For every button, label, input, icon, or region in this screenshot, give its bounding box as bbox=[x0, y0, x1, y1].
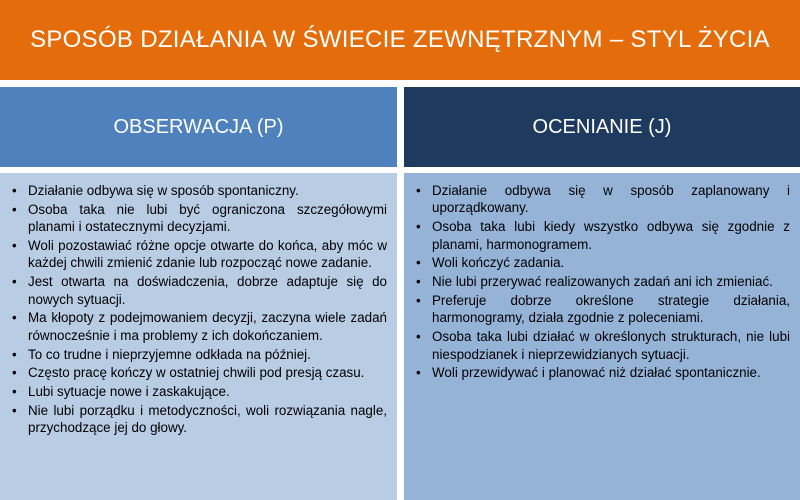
list-item: • Woli pozostawiać różne opcje otwarte do końca, aby móc w każdej chwili zmienić zdanie lub rozpocząć nowe zadanie. bbox=[12, 238, 387, 271]
bullet-icon: • bbox=[416, 274, 421, 290]
judging-column bbox=[404, 173, 800, 500]
bullet-icon: • bbox=[12, 238, 17, 253]
judging-list bbox=[414, 182, 790, 382]
bullet-icon: • bbox=[12, 384, 17, 400]
list-item: • Często pracę kończy w ostatniej chwili pod presją czasu. bbox=[12, 365, 365, 381]
bullet-icon: • bbox=[12, 403, 17, 418]
judging-header: OCENIANIE (J) bbox=[404, 87, 800, 167]
list-item: • Preferuje dobrze określone strategie działania, harmonogramy, działa zgodnie z poleceniami. bbox=[416, 293, 790, 326]
bullet-icon: • bbox=[416, 293, 421, 308]
bullet-icon: • bbox=[416, 183, 421, 198]
slide-title: SPOSÓB DZIAŁANIA W ŚWIECIE ZEWNĘTRZNYM – STYL ŻYCIA bbox=[0, 0, 800, 80]
list-item: • Osoba taka nie lubi być ograniczona szczegółowymi planami i ostatecznymi decyzjami. bbox=[12, 201, 387, 235]
observation-column bbox=[0, 173, 397, 500]
bullet-icon: • bbox=[12, 310, 17, 326]
observation-header: OBSERWACJA (P) bbox=[0, 87, 397, 167]
list-item: • Nie lubi przerywać realizowanych zadań ani ich zmieniać. bbox=[416, 274, 773, 290]
list-item: • To co trudne i nieprzyjemne odkłada na później. bbox=[12, 346, 311, 362]
bullet-icon: • bbox=[12, 365, 17, 381]
bullet-icon: • bbox=[12, 274, 17, 290]
list-item: • Ma kłopoty z podejmowaniem decyzji, zaczyna wiele zadań równocześnie i ma problemy z ich dokończaniem. bbox=[12, 310, 387, 343]
list-item: • Osoba taka lubi działać w określonych strukturach, nie lubi niespodzianek i nieprzewidzianych sytuacji. bbox=[416, 329, 790, 362]
observation-list bbox=[10, 182, 387, 437]
list-item: • Nie lubi porządku i metodyczności, woli rozwiązania nagle, przychodzące jej do głowy. bbox=[12, 403, 387, 436]
list-item: • Działanie odbywa się w sposób spontaniczny. bbox=[12, 183, 299, 198]
bullet-icon: • bbox=[12, 201, 17, 217]
bullet-icon: • bbox=[12, 183, 17, 198]
list-item: • Jest otwarta na doświadczenia, dobrze adaptuje się do nowych sytuacji. bbox=[12, 274, 387, 307]
bullet-icon: • bbox=[12, 346, 17, 362]
list-item: • Woli kończyć zadania. bbox=[416, 255, 565, 271]
bullet-icon: • bbox=[416, 255, 421, 271]
list-item: • Lubi sytuacje nowe i zaskakujące. bbox=[12, 384, 230, 400]
bullet-icon: • bbox=[416, 219, 421, 235]
bullet-icon: • bbox=[416, 329, 421, 345]
bullet-icon: • bbox=[416, 365, 421, 381]
list-item: • Działanie odbywa się w sposób zaplanowany i uporządkowany. bbox=[416, 183, 790, 216]
list-item: • Woli przewidywać i planować niż działać spontanicznie. bbox=[416, 365, 761, 381]
list-item: • Osoba taka lubi kiedy wszystko odbywa się zgodnie z planami, harmonogramem. bbox=[416, 219, 790, 252]
